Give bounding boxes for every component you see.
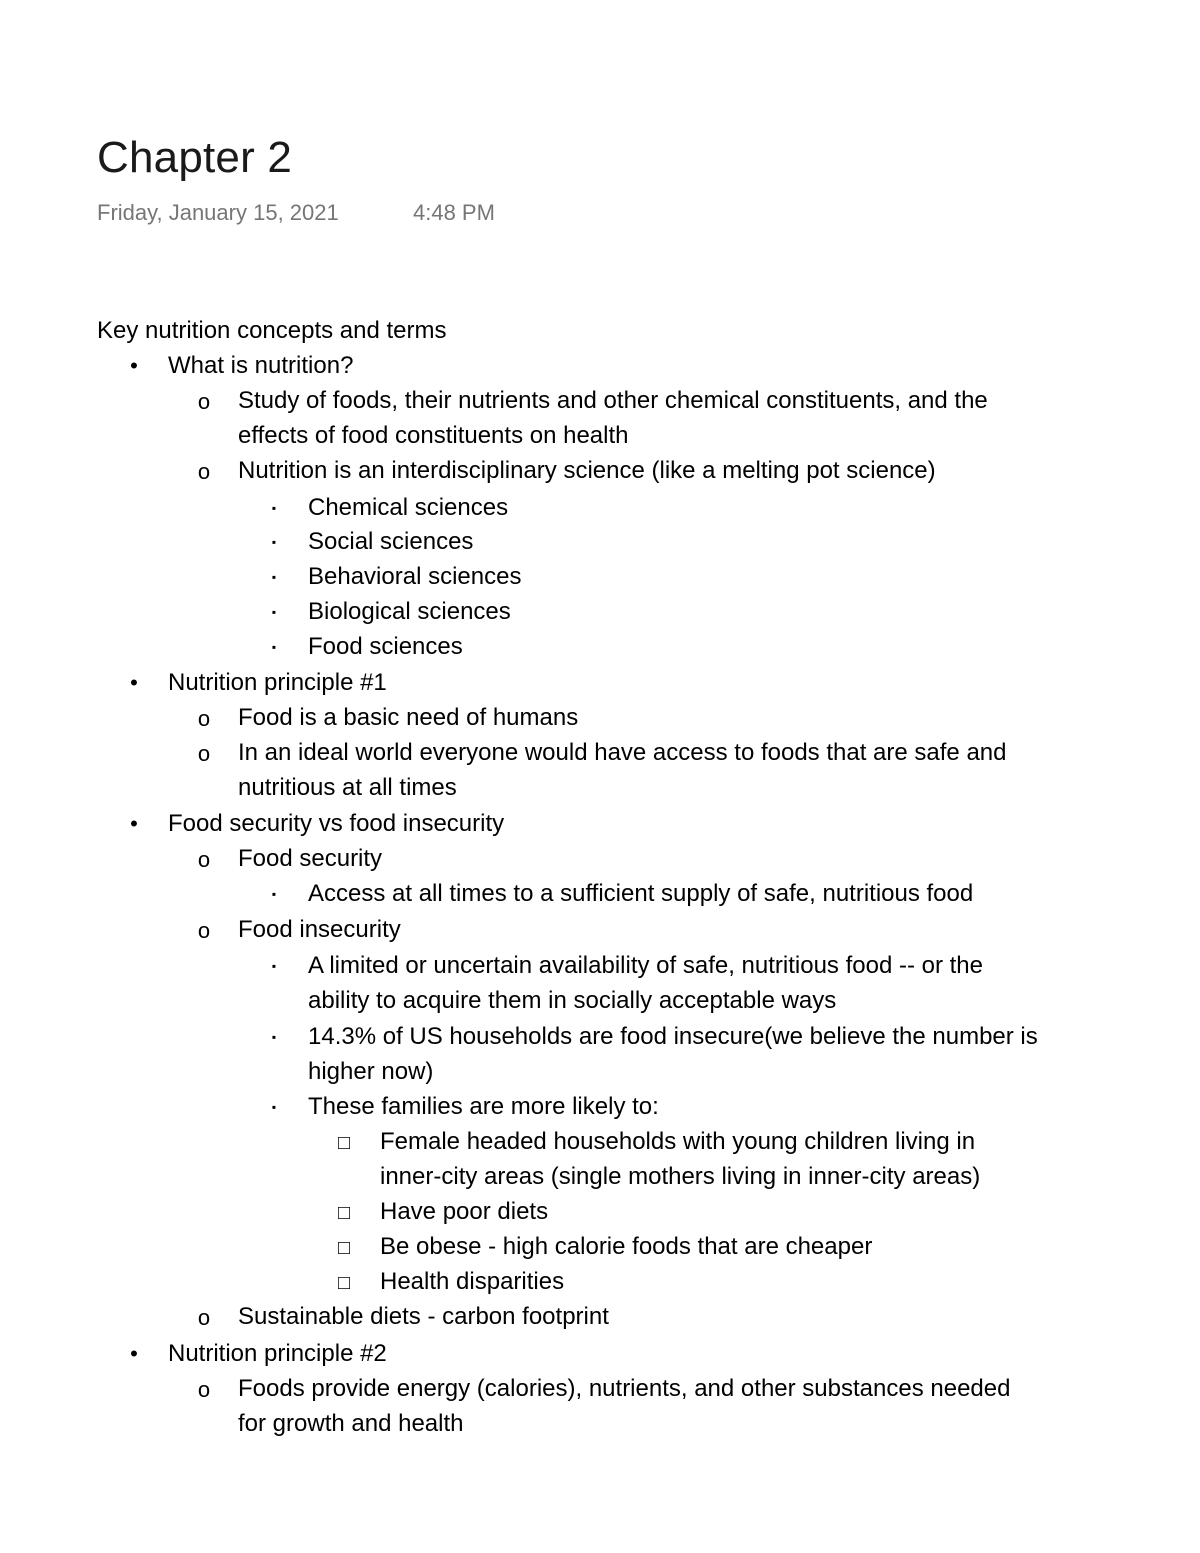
list-item: Female headed households with young children living in [380,1128,976,1155]
page-date: Friday, January 15, 2021 [97,200,339,225]
notes-heading: Key nutrition concepts and terms [97,317,447,344]
bullet-level1: • [130,670,138,695]
bullet-level2: o [197,1377,211,1402]
list-item-continuation: inner-city areas (single mothers living in inner-city areas) [380,1163,981,1190]
list-item: In an ideal world everyone would have access to foods that are safe and [238,739,1007,766]
list-item: Health disparities [380,1268,565,1295]
list-item: Social sciences [308,528,474,555]
list-item: These families are more likely to: [308,1093,659,1120]
list-item: Behavioral sciences [308,563,522,590]
bullet-level1: • [130,811,138,836]
bullet-level3: ▪ [271,570,277,584]
list-item: Sustainable diets - carbon footprint [238,1303,609,1330]
bullet-level3: ▪ [271,887,277,901]
list-item: Food is a basic need of humans [238,704,579,731]
list-item: Foods provide energy (calories), nutrients, and other substances needed [238,1375,1011,1402]
bullet-level3: ▪ [271,605,277,619]
bullet-level3: ▪ [271,959,277,973]
list-item: What is nutrition? [168,352,354,379]
list-item: Be obese - high calorie foods that are cheaper [380,1233,873,1260]
list-item: Food security [238,845,383,872]
bullet-level2: o [197,847,211,872]
bullet-level3: ▪ [271,1030,277,1044]
page-title: Chapter 2 [97,133,293,182]
list-item: Study of foods, their nutrients and other chemical constituents, and the [238,387,988,414]
list-item: Food insecurity [238,916,401,943]
bullet-level2: o [197,1305,211,1330]
bullet-level1: • [130,353,138,378]
list-item: Nutrition principle #1 [168,669,387,696]
bullet-level4: □ [337,1202,351,1224]
bullet-level3: ▪ [271,640,277,654]
bullet-level4: □ [337,1237,351,1259]
list-item: Food security vs food insecurity [168,810,505,837]
bullet-level2: o [197,918,211,943]
list-item: Chemical sciences [308,494,509,521]
bullet-level4: □ [337,1132,351,1154]
list-item-continuation: effects of food constituents on health [238,422,629,449]
list-item: Food sciences [308,633,463,660]
bullet-level1: • [130,1341,138,1366]
bullet-level4: □ [337,1272,351,1294]
list-item: Have poor diets [380,1198,549,1225]
list-item-continuation: nutritious at all times [238,774,457,801]
bullet-level2: o [197,459,211,484]
bullet-level3: ▪ [271,501,277,515]
page-time: 4:48 PM [413,200,495,225]
list-item: Biological sciences [308,598,511,625]
bullet-level2: o [197,389,211,414]
list-item: Nutrition is an interdisciplinary science (like a melting pot science) [238,457,936,484]
list-item-continuation: higher now) [308,1058,434,1085]
bullet-level3: ▪ [271,1100,277,1114]
list-item: 14.3% of US households are food insecure(we believe the number is [308,1023,1038,1050]
list-item-continuation: for growth and health [238,1410,464,1437]
bullet-level2: o [197,706,211,731]
bullet-level3: ▪ [271,535,277,549]
list-item: A limited or uncertain availability of safe, nutritious food -- or the [308,952,983,979]
list-item-continuation: ability to acquire them in socially acceptable ways [308,987,837,1014]
bullet-level2: o [197,741,211,766]
list-item: Nutrition principle #2 [168,1340,387,1367]
list-item: Access at all times to a sufficient supply of safe, nutritious food [308,880,974,907]
